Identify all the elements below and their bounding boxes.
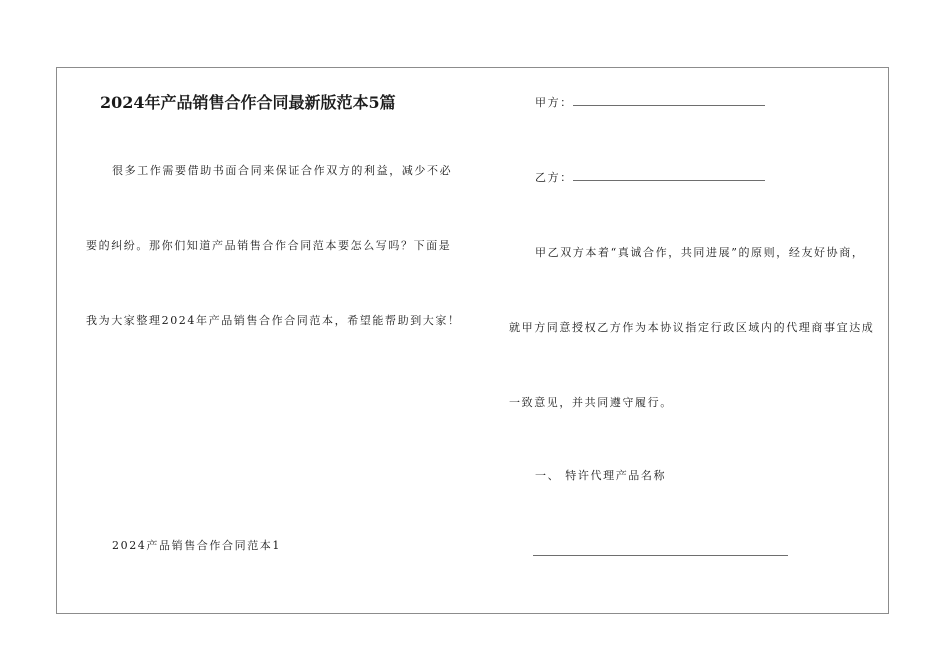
- page-frame: [56, 67, 889, 614]
- party-a-label: 甲方：: [535, 96, 573, 109]
- section-heading: 2024产品销售合作合同范本1: [112, 539, 281, 552]
- principle-paragraph-line-1: 甲乙双方本着“真诚合作，共同进展”的原则，经友好协商，: [535, 246, 865, 259]
- party-b-blank-line: [573, 170, 765, 181]
- party-b-label: 乙方：: [535, 171, 573, 184]
- intro-paragraph-line-3: 我为大家整理2024年产品销售合作合同范本，希望能帮助到大家！: [86, 314, 461, 327]
- party-a-row: [535, 94, 765, 110]
- principle-paragraph-line-3: 一致意见，并共同遵守履行。: [509, 396, 673, 409]
- intro-paragraph-line-2: 要的纠纷。那你们知道产品销售合作合同范本要怎么写吗？下面是: [86, 239, 452, 252]
- principle-paragraph-line-2: 就甲方同意授权乙方作为本协议指定行政区域内的代理商事宜达成: [509, 321, 875, 334]
- product-name-blank-line: [533, 555, 788, 556]
- party-b-row: [535, 169, 765, 185]
- party-a-blank-line: [573, 95, 765, 106]
- intro-paragraph-line-1: 很多工作需要借助书面合同来保证合作双方的利益，减少不必: [112, 164, 453, 177]
- document-title: 2024年产品销售合作合同最新版范本5篇: [100, 93, 396, 112]
- clause-1-heading: 一、 特许代理产品名称: [535, 469, 667, 482]
